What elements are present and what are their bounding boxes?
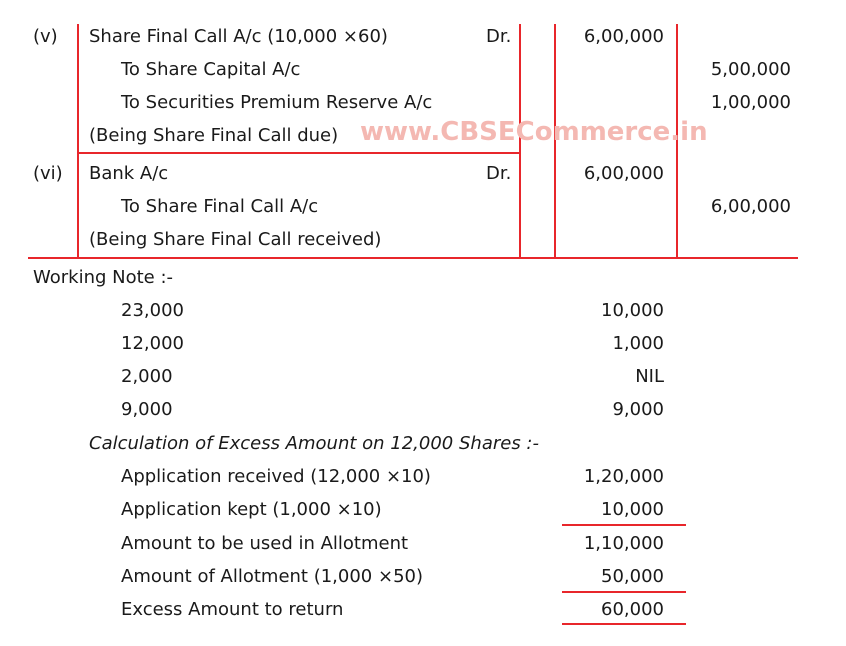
calc-label: Amount to be used in Allotment bbox=[121, 533, 409, 554]
total-rule bbox=[562, 623, 686, 625]
calculation-heading: Calculation of Excess Amount on 12,000 Shares :- bbox=[89, 433, 539, 454]
calc-label: Excess Amount to return bbox=[121, 599, 344, 620]
calc-label: Application received (12,000 ×10) bbox=[121, 466, 431, 487]
working-note-applied: 12,000 bbox=[121, 333, 184, 354]
working-note-allotted: 9,000 bbox=[612, 399, 664, 420]
calc-amount: 10,000 bbox=[601, 499, 664, 520]
subtraction-rule bbox=[562, 524, 686, 526]
entry-vi-debit-line: Bank A/c bbox=[89, 163, 169, 184]
entry-vi-credit-amount: 6,00,000 bbox=[710, 196, 791, 217]
entry-v-credit-amount-1: 5,00,000 bbox=[710, 59, 791, 80]
entry-vi-narration: (Being Share Final Call received) bbox=[89, 229, 382, 250]
entry-v-credit-line-2: To Securities Premium Reserve A/c bbox=[121, 92, 433, 113]
entry-vi-dr: Dr. bbox=[486, 163, 512, 184]
entry-v-narration: (Being Share Final Call due) bbox=[89, 125, 339, 146]
calc-label: Application kept (1,000 ×10) bbox=[121, 499, 382, 520]
journal-bottom-rule bbox=[28, 257, 798, 259]
working-note-allotted: NIL bbox=[635, 366, 664, 387]
working-note-allotted: 10,000 bbox=[601, 300, 664, 321]
journal-rule-left bbox=[77, 24, 79, 258]
entry-vi-label: (vi) bbox=[33, 163, 63, 184]
entry-v-credit-line-1: To Share Capital A/c bbox=[121, 59, 301, 80]
working-note-heading: Working Note :- bbox=[33, 267, 174, 288]
calc-amount: 60,000 bbox=[601, 599, 664, 620]
calc-amount: 1,10,000 bbox=[583, 533, 664, 554]
calc-amount: 50,000 bbox=[601, 566, 664, 587]
entry-v-debit-amount: 6,00,000 bbox=[583, 26, 664, 47]
working-note-applied: 2,000 bbox=[121, 366, 173, 387]
entry-v-credit-amount-2: 1,00,000 bbox=[710, 92, 791, 113]
entry-vi-debit-amount: 6,00,000 bbox=[583, 163, 664, 184]
entry-v-debit-line: Share Final Call A/c (10,000 ×60) bbox=[89, 26, 388, 47]
working-note-allotted: 1,000 bbox=[612, 333, 664, 354]
entry-v-label: (v) bbox=[33, 26, 58, 47]
calc-amount: 1,20,000 bbox=[583, 466, 664, 487]
entry-vi-credit-line: To Share Final Call A/c bbox=[121, 196, 319, 217]
watermark: www.CBSECommerce.in bbox=[360, 117, 708, 147]
working-note-applied: 9,000 bbox=[121, 399, 173, 420]
journal-entry-separator bbox=[77, 152, 521, 154]
calc-label: Amount of Allotment (1,000 ×50) bbox=[121, 566, 423, 587]
subtraction-rule bbox=[562, 591, 686, 593]
working-note-applied: 23,000 bbox=[121, 300, 184, 321]
entry-v-dr: Dr. bbox=[486, 26, 512, 47]
